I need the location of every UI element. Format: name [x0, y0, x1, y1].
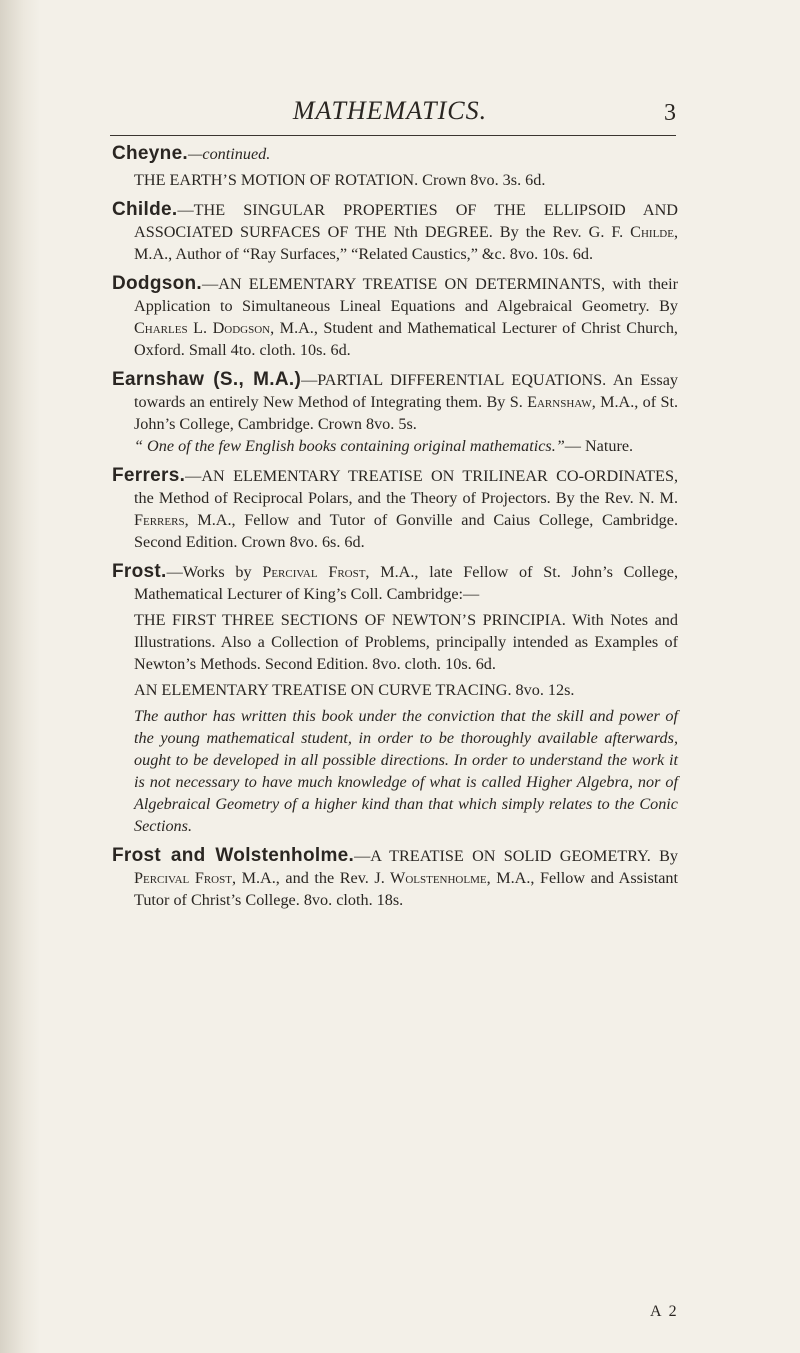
entry-cheyne	[112, 143, 678, 191]
entry-ferrers	[112, 465, 678, 553]
review-source: — Nature.	[564, 437, 634, 455]
entry-text: —Works by	[166, 563, 252, 581]
signature-mark: A 2	[650, 1303, 679, 1320]
entry-earnshaw	[112, 369, 678, 457]
entry-childe	[112, 199, 678, 265]
entry-text: M.A., Author of “Ray Surfaces,” “Related Caustics,” &c. 8vo. 10s. 6d.	[134, 245, 593, 263]
page-header	[110, 96, 676, 136]
review-quote: “ One of the few English books containing original mathematics.”	[134, 437, 565, 455]
work-curve-tracing-note: The author has written this book under the conviction that the skill and power of the young mathematical student, in order to be thoroughly available afterwards, ought to be developed in all possible directions. In order to understand the work it is not necessary to have much knowledge of what is called Higher Algebra, nor of Algebraical Geometry of a higher kind than that which simply relates to the Conic Sections.	[134, 707, 678, 835]
entry-person-name: Percival Frost,	[262, 563, 370, 581]
entry-text: —PARTIAL DIFFERENTIAL EQUATIONS. An Essay towards an entirely New Method of Integrating them. By	[134, 371, 678, 411]
entry-person-name: J. Wolstenholme,	[374, 869, 491, 887]
entry-frost	[112, 561, 678, 837]
entry-text: M.A., Fellow and Assistant Tutor of Christ’s College. 8vo. cloth. 18s.	[134, 869, 679, 909]
entry-text: —AN ELEMENTARY TREATISE ON DETERMINANTS, with their Application to Simultaneous Lineal Equations and Algebraical Geometry. By	[134, 275, 678, 315]
entry-author-suffix: —continued.	[188, 145, 271, 163]
entry-author: Frost.	[112, 561, 167, 582]
entry-text: THE EARTH’S MOTION OF ROTATION. Crown 8vo. 3s. 6d.	[134, 171, 546, 189]
entry-text: M.A., and the Rev.	[241, 869, 369, 887]
entry-author: Earnshaw (S., M.A.)	[112, 369, 302, 390]
header-rule	[110, 135, 676, 136]
entry-text: M.A., Student and Mathematical Lecturer of Christ Church, Oxford. Small 4to. cloth. 10s. 6d.	[134, 319, 678, 359]
entry-person-name: Charles L. Dodgson,	[134, 319, 275, 337]
entry-person-name: S. Earnshaw,	[509, 393, 596, 411]
entry-person-name: N. M. Ferrers,	[134, 489, 678, 529]
page-edge-shadow	[0, 0, 40, 1353]
work-curve-tracing: AN ELEMENTARY TREATISE ON CURVE TRACING. 8vo. 12s.	[134, 681, 575, 699]
entry-frost-wolstenholme	[112, 845, 678, 911]
entry-text: —AN ELEMENTARY TREATISE ON TRILINEAR CO-ORDINATES, the Method of Reciprocal Polars, and the Theory of Projectors. By the Rev.	[134, 467, 678, 507]
entry-person-name: G. F. Childe,	[588, 223, 679, 241]
entry-text: —A TREATISE ON SOLID GEOMETRY. By	[354, 847, 679, 865]
entry-author: Frost and Wolstenholme.	[112, 845, 355, 866]
entry-author: Dodgson.	[112, 273, 202, 294]
catalogue-content	[112, 143, 678, 919]
page-number: 3	[664, 100, 676, 126]
entry-text: M.A., late Fellow of St. John’s College, Mathematical Lecturer of King’s Coll. Cambridge:—	[134, 563, 679, 603]
entry-text: M.A., Fellow and Tutor of Gonville and Caius College, Cambridge. Second Edition. Crown 8vo. 6s. 6d.	[134, 511, 678, 551]
entry-person-name: Percival Frost,	[134, 869, 237, 887]
entry-author: Cheyne.	[112, 143, 189, 164]
entry-text: —THE SINGULAR PROPERTIES OF THE ELLIPSOID AND ASSOCIATED SURFACES OF THE Nth DEGREE. By the Rev.	[134, 201, 678, 241]
entry-text: M.A., of St. John’s College, Cambridge. Crown 8vo. 5s.	[134, 393, 679, 433]
work-principia: THE FIRST THREE SECTIONS OF NEWTON’S PRINCIPIA. With Notes and Illustrations. Also a Collection of Problems, principally intended as Examples of Newton’s Methods. Second Edition. 8vo. cloth. 10s. 6d.	[134, 611, 678, 673]
entry-dodgson	[112, 273, 678, 361]
entry-author: Childe.	[112, 199, 178, 220]
running-head: MATHEMATICS.	[292, 96, 488, 125]
entry-author: Ferrers.	[112, 465, 186, 486]
